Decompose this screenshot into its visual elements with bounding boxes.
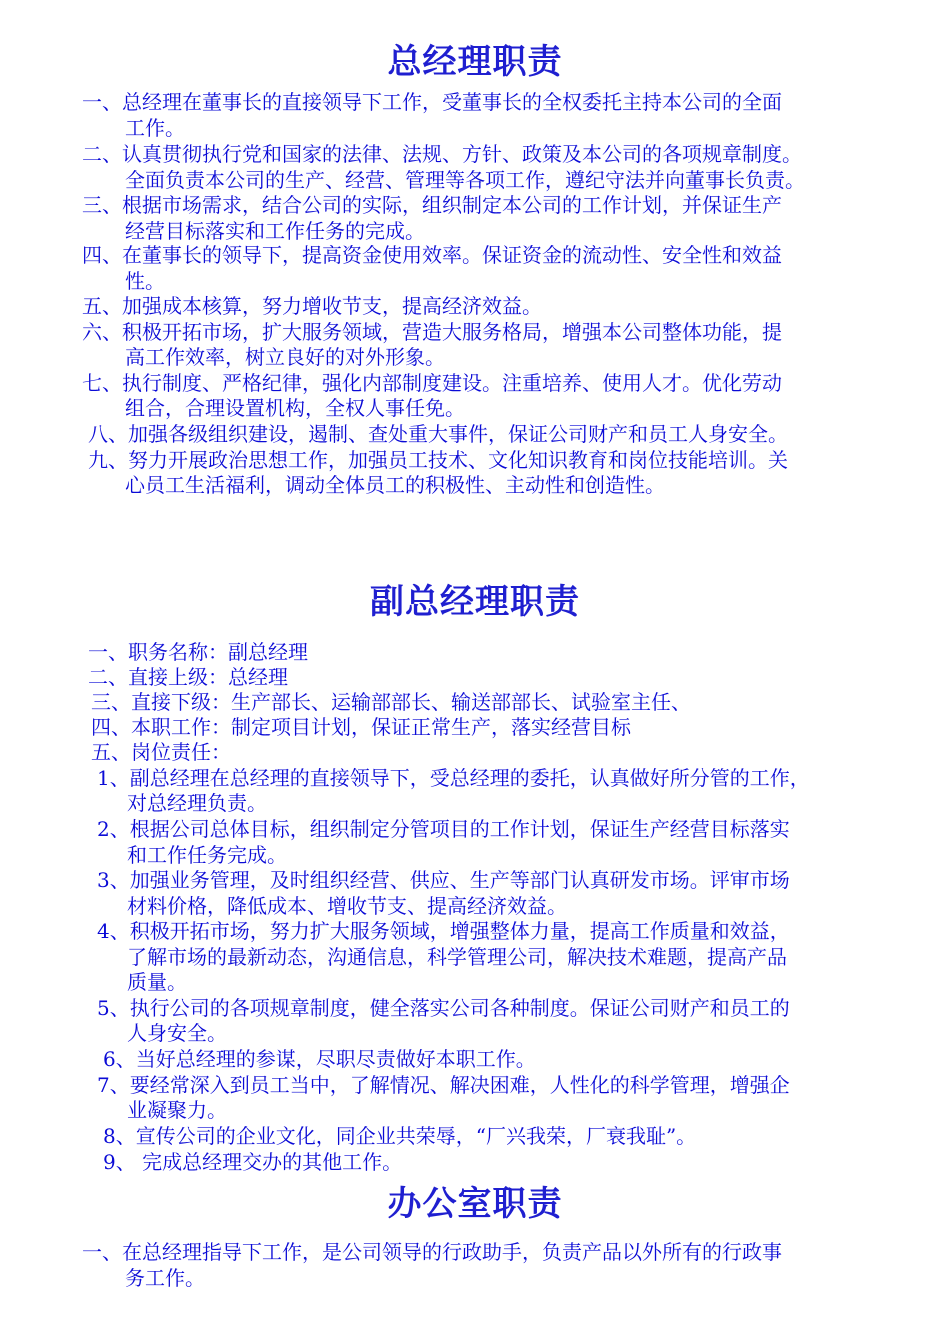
list-item-continuation: 业凝聚力。 [127,1098,227,1122]
list-item-continuation: 和工作任务完成。 [127,843,287,867]
list-item: 5、执行公司的各项规章制度，健全落实公司各种制度。保证公司财产和员工的 [97,996,790,1020]
list-item-continuation: 高工作效率，树立良好的对外形象。 [125,345,445,369]
list-item: 五、岗位责任： [91,740,231,764]
list-item-continuation: 人身安全。 [127,1021,227,1045]
list-item-continuation: 全面负责本公司的生产、经营、管理等各项工作，遵纪守法并向董事长负责。 [125,168,805,192]
list-item: 六、积极开拓市场，扩大服务领域，营造大服务格局，增强本公司整体功能，提 [82,320,782,344]
list-item: 一、职务名称：副总经理 [88,640,308,664]
list-item-continuation: 心员工生活福利，调动全体员工的积极性、主动性和创造性。 [125,473,665,497]
list-item: 七、执行制度、严格纪律，强化内部制度建设。注重培养、使用人才。优化劳动 [82,371,782,395]
list-item: 九、努力开展政治思想工作，加强员工技术、文化知识教育和岗位技能培训。关 [88,448,788,472]
list-item: 7、要经常深入到员工当中，了解情况、解决困难，人性化的科学管理，增强企 [97,1073,790,1097]
list-item: 3、加强业务管理，及时组织经营、供应、生产等部门认真研发市场。评审市场 [97,868,790,892]
list-item: 三、直接下级：生产部长、运输部部长、输送部部长、试验室主任、 [91,690,691,714]
list-item-continuation: 性。 [125,269,165,293]
list-item: 2、根据公司总体目标，组织制定分管项目的工作计划，保证生产经营目标落实 [97,817,790,841]
list-item: 二、直接上级：总经理 [88,665,288,689]
list-item: 一、在总经理指导下工作，是公司领导的行政助手，负责产品以外所有的行政事 [82,1240,782,1264]
list-item: 8、宣传公司的企业文化，同企业共荣辱，“厂兴我荣，厂衰我耻”。 [103,1124,697,1148]
list-item: 二、认真贯彻执行党和国家的法律、法规、方针、政策及本公司的各项规章制度。 [82,142,802,166]
list-item-continuation: 材料价格，降低成本、增收节支、提高经济效益。 [127,894,567,918]
section-title-general-manager: 总经理职责 [387,42,563,82]
list-item: 四、在董事长的领导下，提高资金使用效率。保证资金的流动性、安全性和效益 [82,243,782,267]
list-item: 四、本职工作：制定项目计划，保证正常生产，落实经营目标 [91,715,631,739]
list-item: 五、加强成本核算，努力增收节支，提高经济效益。 [82,294,542,318]
list-item-continuation: 务工作。 [125,1266,205,1290]
list-item: 一、总经理在董事长的直接领导下工作，受董事长的全权委托主持本公司的全面 [82,90,782,114]
list-item: 9、 完成总经理交办的其他工作。 [103,1150,403,1174]
list-item: 三、根据市场需求，结合公司的实际，组织制定本公司的工作计划，并保证生产 [82,193,782,217]
list-item-continuation: 工作。 [125,116,185,140]
list-item-continuation: 组合，合理设置机构，全权人事任免。 [125,396,465,420]
list-item-continuation: 对总经理负责。 [127,791,267,815]
list-item: 1、副总经理在总经理的直接领导下，受总经理的委托，认真做好所分管的工作， [97,766,810,790]
list-item-continuation: 了解市场的最新动态，沟通信息，科学管理公司，解决技术难题，提高产品 [127,945,787,969]
list-item-continuation: 质量。 [127,970,187,994]
list-item: 6、当好总经理的参谋，尽职尽责做好本职工作。 [103,1047,536,1071]
list-item: 4、积极开拓市场，努力扩大服务领域，增强整体力量，提高工作质量和效益， [97,919,790,943]
section-title-office: 办公室职责 [387,1184,563,1224]
list-item: 八、加强各级组织建设，遏制、查处重大事件，保证公司财产和员工人身安全。 [88,422,788,446]
section-title-deputy-general-manager: 副总经理职责 [370,582,580,622]
list-item-continuation: 经营目标落实和工作任务的完成。 [125,219,425,243]
